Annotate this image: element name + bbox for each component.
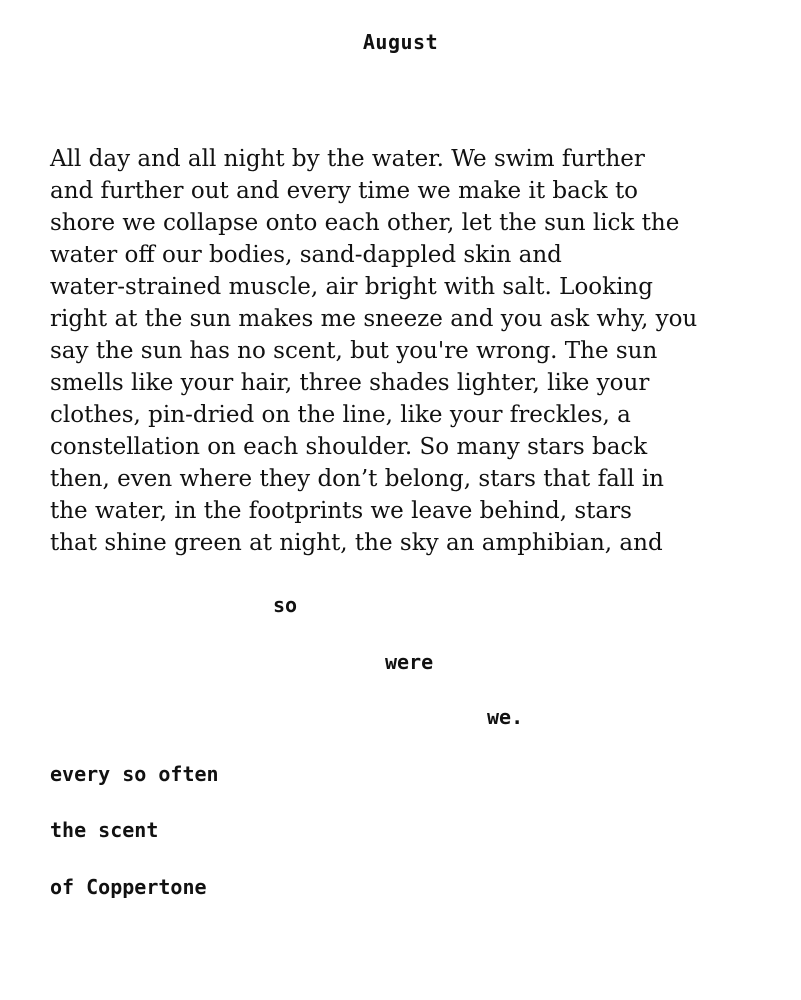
prose-line: right at the sun makes me sneeze and you ask why, you — [50, 306, 698, 332]
scattered-word-we: we. — [487, 705, 524, 729]
prose-line: and further out and every time we make it back to — [50, 178, 639, 204]
prose-line: that shine green at night, the sky an amphibian, and — [50, 530, 663, 556]
prose-line: clothes, pin-dried on the line, like your freckles, a — [50, 402, 631, 428]
prose-paragraph — [50, 143, 770, 559]
scattered-word-were: were — [385, 650, 434, 674]
prose-line: then, even where they don’t belong, stars that fall in — [50, 466, 664, 492]
prose-line: All day and all night by the water. We swim further — [50, 146, 645, 172]
coda-line-3: of Coppertone — [50, 875, 207, 899]
coda-line-2: the scent — [50, 818, 159, 842]
prose-line: water-strained muscle, air bright with salt. Looking — [50, 274, 653, 300]
prose-line: constellation on each shoulder. So many stars back — [50, 434, 648, 460]
prose-line: say the sun has no scent, but you're wrong. The sun — [50, 338, 658, 364]
prose-line: shore we collapse onto each other, let the sun lick the — [50, 210, 680, 236]
coda-line-1: every so often — [50, 762, 219, 786]
poem-title: August — [362, 30, 439, 54]
prose-line: water off our bodies, sand-dappled skin and — [50, 242, 562, 268]
prose-line: smells like your hair, three shades lighter, like your — [50, 370, 650, 396]
prose-line: the water, in the footprints we leave behind, stars — [50, 498, 632, 524]
scattered-word-so: so — [273, 593, 298, 617]
